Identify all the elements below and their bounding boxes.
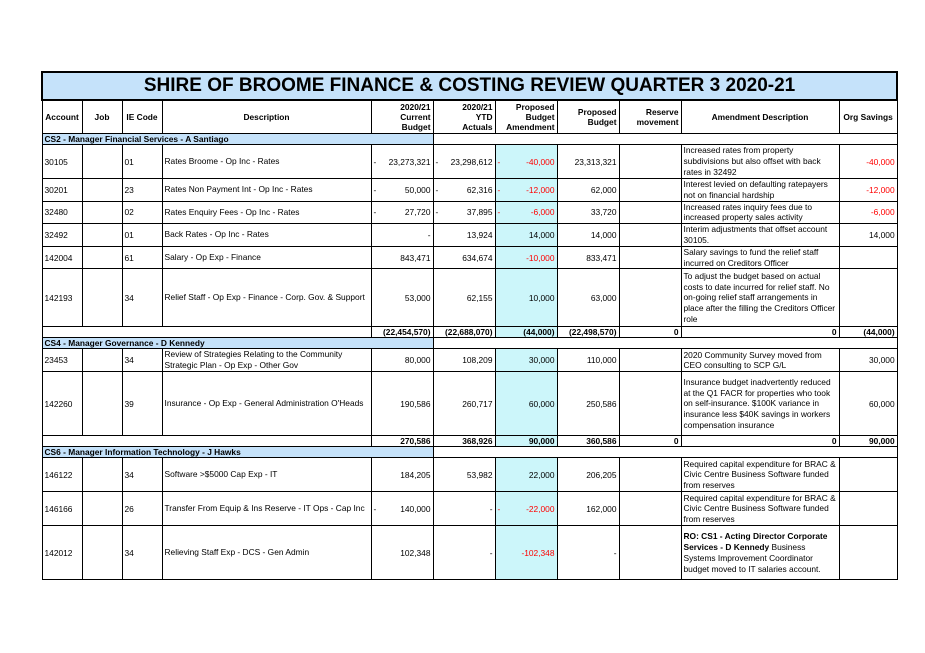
- job-cell: [82, 492, 122, 526]
- org-savings-cell: [839, 269, 897, 327]
- report-title: SHIRE OF BROOME FINANCE & COSTING REVIEW QUARTER 3 2020-21: [42, 72, 897, 100]
- ie-code-cell: 01: [122, 224, 162, 247]
- org-savings-cell: [839, 246, 897, 269]
- col-reserve-movement: Reserve movement: [619, 100, 681, 134]
- org-savings-cell: -40,000: [839, 145, 897, 179]
- finance-review-table: [41, 71, 898, 580]
- totals-row: [42, 327, 897, 338]
- current-budget-cell-value: 184,205: [400, 469, 431, 480]
- current-budget-cell-value: 27,720: [404, 207, 431, 218]
- table-row: [42, 372, 897, 436]
- table-row: [42, 246, 897, 269]
- org-savings-cell: -6,000: [839, 201, 897, 224]
- amendment-description-bold: RO: CS1 - Acting Director Corporate Services - D Kennedy: [683, 531, 828, 553]
- ie-code-cell: 34: [122, 458, 162, 492]
- current-budget-cell: [371, 526, 433, 580]
- amendment-cell-value: -6,000: [530, 207, 555, 218]
- job-cell: [82, 246, 122, 269]
- ytd-actuals-cell: [433, 224, 495, 247]
- table-row: [42, 179, 897, 202]
- current-budget-cell: [371, 201, 433, 224]
- ytd-actuals-cell: [433, 269, 495, 327]
- account-cell: 142004: [42, 246, 82, 269]
- proposed-budget-cell: 206,205: [557, 458, 619, 492]
- ie-code-cell: 34: [122, 349, 162, 372]
- amendment-cell-value: 22,000: [528, 469, 555, 480]
- ytd-actuals-cell: [433, 201, 495, 224]
- amendment-description-text: Increased rates from property subdivisions but also offset with back rates in 32492: [683, 145, 821, 177]
- dash-marker: -: [497, 207, 501, 218]
- amendment-description-cell: [681, 201, 839, 224]
- col-job: Job: [82, 100, 122, 134]
- ie-code-cell: 61: [122, 246, 162, 269]
- description-cell: Relief Staff - Op Exp - Finance - Corp. Gov. & Support: [162, 269, 371, 327]
- amendment-cell-value: -102,348: [521, 547, 555, 558]
- amendment-description-cell: [681, 526, 839, 580]
- current-budget-cell: [371, 349, 433, 372]
- col-account: Account: [42, 100, 82, 134]
- dash-marker: -: [435, 156, 439, 167]
- amendment-cell: [495, 201, 557, 224]
- current-budget-cell: [371, 372, 433, 436]
- job-cell: [82, 145, 122, 179]
- job-cell: [82, 349, 122, 372]
- amendment-description-cell: [681, 372, 839, 436]
- proposed-budget-cell: 23,313,321: [557, 145, 619, 179]
- account-cell: 142193: [42, 269, 82, 327]
- section-header-row: [42, 447, 897, 458]
- proposed-budget-cell: 33,720: [557, 201, 619, 224]
- total-proposed-budget: (22,498,570): [557, 327, 619, 338]
- section-header-row: [42, 338, 897, 349]
- table-row: [42, 458, 897, 492]
- amendment-cell: [495, 492, 557, 526]
- account-cell: 23453: [42, 349, 82, 372]
- reserve-cell: [619, 246, 681, 269]
- amendment-description-cell: [681, 458, 839, 492]
- amendment-cell: [495, 458, 557, 492]
- amendment-description-text: Required capital expenditure for BRAC & Civic Centre Business Software funded from reserves: [683, 458, 836, 491]
- amendment-description-text: Salary savings to fund the relief staff incurred on Creditors Officer: [683, 246, 819, 268]
- current-budget-cell: [371, 246, 433, 269]
- amendment-cell-value: -10,000: [526, 252, 555, 263]
- amendment-cell-value: -40,000: [526, 156, 555, 167]
- current-budget-cell: [371, 145, 433, 179]
- ytd-actuals-cell-value: 13,924: [466, 229, 493, 240]
- header-row: [42, 100, 897, 134]
- job-cell: [82, 269, 122, 327]
- ie-code-cell: 23: [122, 179, 162, 202]
- amendment-description-text: Increased rates inquiry fees due to increased property sales activity: [683, 201, 812, 223]
- job-cell: [82, 458, 122, 492]
- description-cell: Relieving Staff Exp - DCS - Gen Admin: [162, 526, 371, 580]
- reserve-cell: [619, 269, 681, 327]
- amendment-description-cell: [681, 179, 839, 202]
- current-budget-cell: [371, 458, 433, 492]
- section-header-row: [42, 134, 897, 145]
- totals-spacer: [42, 436, 371, 447]
- total-proposed-budget: 360,586: [557, 436, 619, 447]
- ytd-actuals-cell: [433, 372, 495, 436]
- reserve-cell: [619, 224, 681, 247]
- dash-marker: -: [373, 156, 377, 167]
- reserve-cell: [619, 492, 681, 526]
- dash-marker: -: [497, 184, 501, 195]
- dash-marker: -: [373, 184, 377, 195]
- col-amendment-description: Amendment Description: [681, 100, 839, 134]
- current-budget-cell-value: 102,348: [400, 547, 431, 558]
- account-cell: 32492: [42, 224, 82, 247]
- org-savings-cell: 30,000: [839, 349, 897, 372]
- reserve-cell: [619, 349, 681, 372]
- col-current-budget: 2020/21 Current Budget: [371, 100, 433, 134]
- description-cell: Rates Enquiry Fees - Op Inc - Rates: [162, 201, 371, 224]
- amendment-cell-value: 14,000: [528, 229, 555, 240]
- col-proposed-budget: Proposed Budget: [557, 100, 619, 134]
- proposed-budget-cell: 162,000: [557, 492, 619, 526]
- amendment-cell-value: 60,000: [528, 398, 555, 409]
- org-savings-cell: [839, 526, 897, 580]
- amendment-description-text: Required capital expenditure for BRAC & Civic Centre Business Software funded from reserves: [683, 492, 836, 525]
- current-budget-cell-value: -: [427, 229, 431, 240]
- amendment-cell: [495, 179, 557, 202]
- ie-code-cell: 26: [122, 492, 162, 526]
- col-ie-code: IE Code: [122, 100, 162, 134]
- amendment-description-text: Insurance budget inadvertently reduced at the Q1 FACR for properties who took on self-insurance. $100K variance in insurance less $40K savings in workers compensation insurance: [683, 376, 831, 431]
- total-amendment: (44,000): [495, 327, 557, 338]
- total-reserve: 0: [619, 327, 681, 338]
- ie-code-cell: 01: [122, 145, 162, 179]
- current-budget-cell: [371, 492, 433, 526]
- totals-row: [42, 436, 897, 447]
- ytd-actuals-cell-value: 108,209: [462, 355, 493, 366]
- dash-marker: -: [373, 207, 377, 218]
- section-spacer: [433, 134, 897, 145]
- table-row: [42, 224, 897, 247]
- account-cell: 32480: [42, 201, 82, 224]
- amendment-description-cell: [681, 349, 839, 372]
- job-cell: [82, 372, 122, 436]
- section-title: CS6 - Manager Information Technology - J Hawks: [42, 447, 433, 458]
- ie-code-cell: 34: [122, 526, 162, 580]
- ytd-actuals-cell-value: 260,717: [462, 398, 493, 409]
- description-cell: Rates Non Payment Int - Op Inc - Rates: [162, 179, 371, 202]
- dash-marker: -: [497, 156, 501, 167]
- table-row: [42, 349, 897, 372]
- description-cell: Salary - Op Exp - Finance: [162, 246, 371, 269]
- amendment-cell-value: 10,000: [528, 292, 555, 303]
- account-cell: 146166: [42, 492, 82, 526]
- amendment-description-cell: [681, 246, 839, 269]
- col-description: Description: [162, 100, 371, 134]
- total-amendment-description: 0: [681, 327, 839, 338]
- table-row: [42, 269, 897, 327]
- total-current-budget: 270,586: [371, 436, 433, 447]
- reserve-cell: [619, 201, 681, 224]
- description-cell: Transfer From Equip & Ins Reserve - IT Ops - Cap Inc: [162, 492, 371, 526]
- amendment-cell-value: -12,000: [526, 184, 555, 195]
- ytd-actuals-cell: [433, 526, 495, 580]
- amendment-description-cell: [681, 269, 839, 327]
- amendment-cell: [495, 526, 557, 580]
- total-amendment-description: 0: [681, 436, 839, 447]
- ytd-actuals-cell: [433, 246, 495, 269]
- current-budget-cell-value: 843,471: [400, 252, 431, 263]
- col-proposed-amendment: Proposed Budget Amendment: [495, 100, 557, 134]
- section-title: CS2 - Manager Financial Services - A Santiago: [42, 134, 433, 145]
- ytd-actuals-cell-value: 634,674: [462, 252, 493, 263]
- total-reserve: 0: [619, 436, 681, 447]
- ytd-actuals-cell-value: -: [489, 547, 493, 558]
- total-amendment: 90,000: [495, 436, 557, 447]
- org-savings-cell: 14,000: [839, 224, 897, 247]
- ytd-actuals-cell-value: 53,982: [466, 469, 493, 480]
- ytd-actuals-cell: [433, 458, 495, 492]
- table-row: [42, 526, 897, 580]
- amendment-description-text: To adjust the budget based on actual costs to date incurred for relief staff. No on-going relief staff arrangements in place after the filling the Creditors Officer role: [683, 270, 836, 325]
- reserve-cell: [619, 458, 681, 492]
- reserve-cell: [619, 179, 681, 202]
- description-cell: Review of Strategies Relating to the Community Strategic Plan - Op Exp - Other Gov: [162, 349, 371, 372]
- total-org-savings: 90,000: [839, 436, 897, 447]
- section-spacer: [433, 338, 897, 349]
- section-spacer: [433, 447, 897, 458]
- reserve-cell: [619, 145, 681, 179]
- ie-code-cell: 34: [122, 269, 162, 327]
- dash-marker: -: [497, 503, 501, 514]
- amendment-description-cell: [681, 145, 839, 179]
- current-budget-cell: [371, 224, 433, 247]
- ytd-actuals-cell-value: 62,316: [466, 184, 493, 195]
- reserve-cell: [619, 526, 681, 580]
- col-ytd-actuals: 2020/21 YTD Actuals: [433, 100, 495, 134]
- account-cell: 146122: [42, 458, 82, 492]
- col-org-savings: Org Savings: [839, 100, 897, 134]
- current-budget-cell: [371, 179, 433, 202]
- amendment-cell: [495, 269, 557, 327]
- current-budget-cell-value: 140,000: [400, 503, 431, 514]
- ytd-actuals-cell: [433, 179, 495, 202]
- job-cell: [82, 179, 122, 202]
- ie-code-cell: 39: [122, 372, 162, 436]
- ie-code-cell: 02: [122, 201, 162, 224]
- amendment-description-text: Business Systems Improvement Coordinator budget moved to IT salaries account.: [683, 542, 821, 574]
- org-savings-cell: -12,000: [839, 179, 897, 202]
- ytd-actuals-cell-value: 62,155: [466, 292, 493, 303]
- ytd-actuals-cell: [433, 492, 495, 526]
- table-row: [42, 492, 897, 526]
- account-cell: 142012: [42, 526, 82, 580]
- description-cell: Rates Broome - Op Inc - Rates: [162, 145, 371, 179]
- description-cell: Software >$5000 Cap Exp - IT: [162, 458, 371, 492]
- totals-spacer: [42, 327, 371, 338]
- proposed-budget-cell: 62,000: [557, 179, 619, 202]
- amendment-description-text: Interest levied on defaulting ratepayers not on financial hardship: [683, 179, 828, 200]
- account-cell: 142260: [42, 372, 82, 436]
- dash-marker: -: [435, 184, 439, 195]
- ytd-actuals-cell: [433, 349, 495, 372]
- dash-marker: -: [435, 207, 439, 218]
- ytd-actuals-cell-value: 23,298,612: [450, 156, 493, 167]
- job-cell: [82, 224, 122, 247]
- total-org-savings: (44,000): [839, 327, 897, 338]
- proposed-budget-cell: -: [557, 526, 619, 580]
- ytd-actuals-cell-value: 37,895: [466, 207, 493, 218]
- amendment-cell: [495, 372, 557, 436]
- amendment-cell: [495, 145, 557, 179]
- org-savings-cell: 60,000: [839, 372, 897, 436]
- ytd-actuals-cell: [433, 145, 495, 179]
- current-budget-cell: [371, 269, 433, 327]
- job-cell: [82, 201, 122, 224]
- org-savings-cell: [839, 458, 897, 492]
- current-budget-cell-value: 50,000: [404, 184, 431, 195]
- amendment-cell: [495, 224, 557, 247]
- table-row: [42, 145, 897, 179]
- job-cell: [82, 526, 122, 580]
- org-savings-cell: [839, 492, 897, 526]
- ytd-actuals-cell-value: -: [489, 503, 493, 514]
- amendment-cell-value: -22,000: [526, 503, 555, 514]
- total-current-budget: (22,454,570): [371, 327, 433, 338]
- account-cell: 30105: [42, 145, 82, 179]
- amendment-description-text: Interim adjustments that offset account 30105.: [683, 224, 828, 245]
- description-cell: Back Rates - Op Inc - Rates: [162, 224, 371, 247]
- current-budget-cell-value: 23,273,321: [388, 156, 431, 167]
- proposed-budget-cell: 63,000: [557, 269, 619, 327]
- total-ytd-actuals: 368,926: [433, 436, 495, 447]
- proposed-budget-cell: 250,586: [557, 372, 619, 436]
- section-title: CS4 - Manager Governance - D Kennedy: [42, 338, 433, 349]
- description-cell: Insurance - Op Exp - General Administration O'Heads: [162, 372, 371, 436]
- total-ytd-actuals: (22,688,070): [433, 327, 495, 338]
- account-cell: 30201: [42, 179, 82, 202]
- proposed-budget-cell: 833,471: [557, 246, 619, 269]
- amendment-cell: [495, 246, 557, 269]
- table-row: [42, 201, 897, 224]
- amendment-cell-value: 30,000: [528, 355, 555, 366]
- amendment-cell: [495, 349, 557, 372]
- reserve-cell: [619, 372, 681, 436]
- current-budget-cell-value: 190,586: [400, 398, 431, 409]
- amendment-description-text: 2020 Community Survey moved from CEO consulting to SCP G/L: [683, 349, 822, 371]
- proposed-budget-cell: 14,000: [557, 224, 619, 247]
- proposed-budget-cell: 110,000: [557, 349, 619, 372]
- dash-marker: -: [373, 503, 377, 514]
- amendment-description-cell: [681, 492, 839, 526]
- current-budget-cell-value: 80,000: [404, 355, 431, 366]
- current-budget-cell-value: 53,000: [404, 292, 431, 303]
- amendment-description-cell: [681, 224, 839, 247]
